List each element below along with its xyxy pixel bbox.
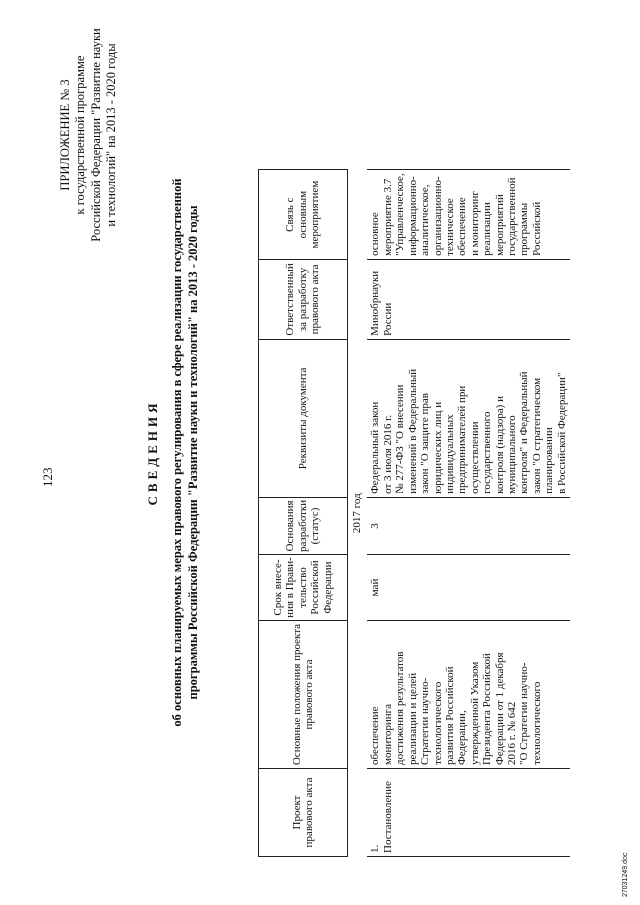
appendix-line: Российской Федерации "Развитие науки xyxy=(88,28,103,242)
table-header-row xyxy=(259,170,348,857)
header-link: Связь с основным мероприятием xyxy=(259,170,348,260)
link-line: основное xyxy=(369,212,382,256)
requisites-line: планировании xyxy=(543,427,556,494)
header-basis: Основания разработки (статус) xyxy=(259,497,348,554)
link-line: техническое xyxy=(443,198,456,256)
provisions-line: технологического xyxy=(530,681,543,765)
cell-provisions xyxy=(367,621,570,769)
appendix-line: к государственной программе xyxy=(73,55,88,215)
file-stamp: 27031249.doc xyxy=(622,852,629,897)
link-line: Российской xyxy=(530,201,543,256)
requisites-line: муниципального xyxy=(506,415,519,494)
header-term: Срок внесе-ния в Прави-тельство Российской Федерации xyxy=(259,555,348,621)
requisites-line: закон "О защите прав xyxy=(419,393,432,494)
requisites-line: предпринимателей при xyxy=(456,385,469,494)
cell-basis: 3 xyxy=(367,497,570,554)
requisites-line: изменений в Федеральный xyxy=(406,368,419,494)
link-line: "Управленческое, xyxy=(394,173,407,256)
link-line: программы xyxy=(518,202,531,256)
requisites-line: от 3 июля 2016 г. xyxy=(381,414,394,494)
appendix-block xyxy=(58,5,119,265)
header-requisites: Реквизиты документа xyxy=(259,339,348,497)
page-number: 123 xyxy=(40,467,55,487)
requisites-line: контроля" и Федеральный xyxy=(518,371,531,494)
requisites-line: юридических лиц и xyxy=(431,401,444,494)
cell-term: май xyxy=(367,555,570,621)
provisions-line: мониторинга xyxy=(381,703,394,765)
provisions-line: Федерации, xyxy=(456,710,469,765)
responsible-line: Минобрнауки xyxy=(369,270,382,336)
cell-project xyxy=(367,769,570,857)
year-row xyxy=(348,170,368,857)
appendix-line: и технологий" на 2013 - 2020 годы xyxy=(103,43,118,227)
table-row xyxy=(367,170,570,857)
requisites-line: индивидуальных xyxy=(443,414,456,494)
provisions-line: "О Стратегии научно- xyxy=(518,662,531,765)
project-text: Постановление xyxy=(381,781,394,853)
header-project: Проект правового акта xyxy=(259,769,348,857)
link-line: информационно- xyxy=(406,176,419,256)
measures-table xyxy=(258,169,570,857)
provisions-line: реализации и целей xyxy=(406,672,419,765)
requisites-line: государственного xyxy=(481,411,494,494)
link-line: аналитическое, xyxy=(419,184,432,256)
document-title: СВЕДЕНИЯ xyxy=(145,399,160,506)
subtitle-line: программы Российской Федерации "Развитие науки и технологий" на 2013 - 2020 годы xyxy=(185,205,200,700)
document-subtitle xyxy=(170,120,201,785)
link-line: реализации xyxy=(481,202,494,256)
requisites-line: закон "О стратегическом xyxy=(530,377,543,494)
responsible-line: России xyxy=(381,302,394,336)
year-label: 2017 год xyxy=(351,493,363,534)
requisites-line: Федеральный закон xyxy=(369,401,382,494)
cell-responsible xyxy=(367,259,570,339)
link-line: государственной xyxy=(506,177,519,256)
row-number: 1. xyxy=(369,844,382,853)
header-provisions: Основные положения проекта правового акта xyxy=(259,621,348,769)
provisions-line: Стратегии научно- xyxy=(419,677,432,765)
requisites-line: в Российской Федерации" xyxy=(555,372,568,494)
provisions-line: обеспечение xyxy=(369,706,382,765)
link-line: мероприятие 3.7 xyxy=(381,178,394,256)
cell-link xyxy=(367,170,570,260)
requisites-line: контроля (надзора) и xyxy=(493,396,506,494)
requisites-line: № 277-ФЗ "О внесении xyxy=(394,384,407,494)
link-line: мероприятий xyxy=(493,194,506,256)
provisions-line: Президента Российской xyxy=(481,653,494,765)
link-line: и мониторинг xyxy=(468,191,481,256)
subtitle-line: об основных планируемых мерах правового регулирования в сфере реализации государственной xyxy=(170,178,184,727)
link-line: обеспечение xyxy=(456,197,469,256)
provisions-line: развития Российской xyxy=(443,666,456,765)
provisions-line: технологического xyxy=(431,681,444,765)
provisions-line: утвержденной Указом xyxy=(468,661,481,765)
provisions-line: Федерации от 1 декабря xyxy=(493,652,506,765)
link-line: организационно- xyxy=(431,176,444,256)
header-responsible: Ответственный за разработку правового акта xyxy=(259,259,348,339)
appendix-line: ПРИЛОЖЕНИЕ № 3 xyxy=(58,79,72,191)
provisions-line: достижения результатов xyxy=(394,651,407,765)
cell-requisites xyxy=(367,339,570,497)
requisites-line: осуществлении xyxy=(468,421,481,494)
provisions-line: 2016 г. № 642 xyxy=(506,701,519,765)
